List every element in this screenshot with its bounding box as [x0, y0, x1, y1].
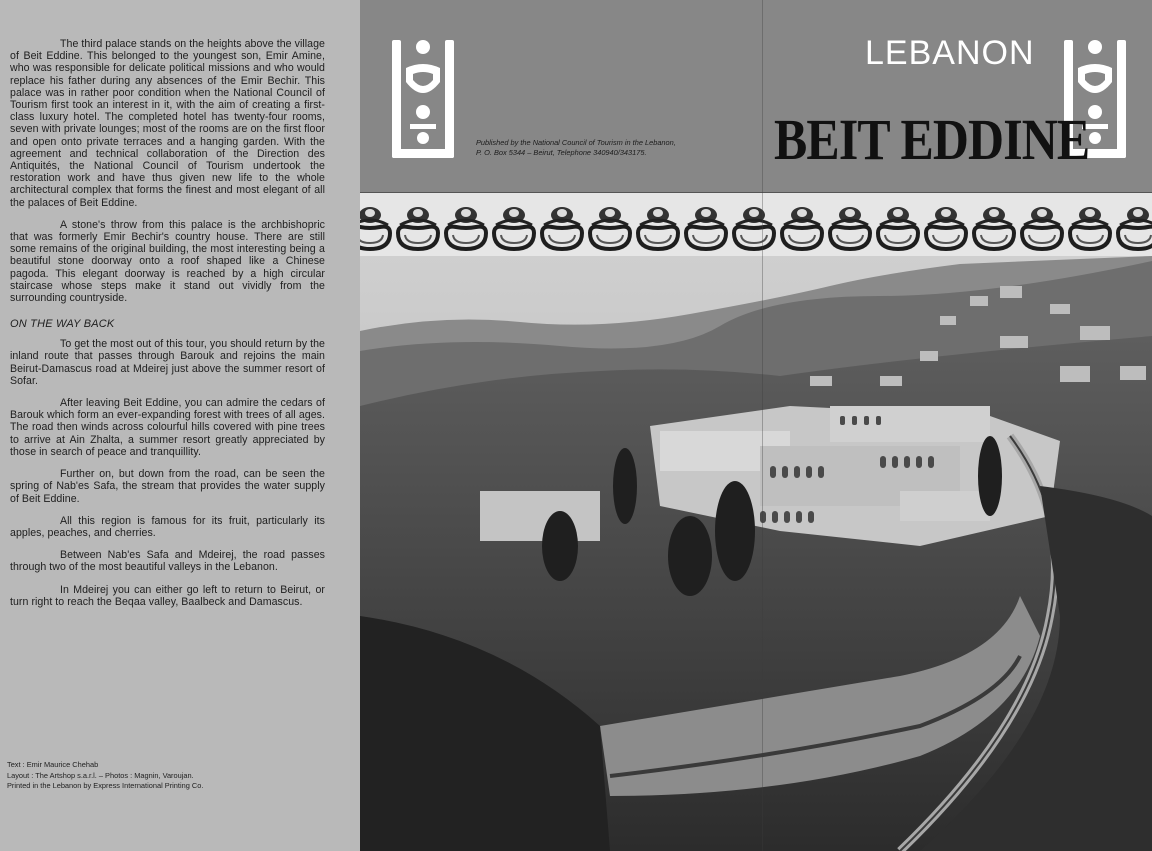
credit-layout: Layout : The Artshop s.a.r.l. – Photos : Magnin, Varoujan.	[7, 770, 194, 780]
publisher-line: Published by the National Council of Tourism in the Lebanon,	[476, 138, 676, 147]
publisher-address: P. O. Box 5344 – Beirut, Telephone 340940/343175.	[476, 148, 647, 157]
paragraph-inland-route: To get the most out of this tour, you should return by the inland route that passes through Barouk and rejoins the main Beirut-Damascus road at Mdeirej just above the summer resort of Sofar.	[10, 338, 325, 387]
credit-text: Text : Emir Maurice Chehab	[7, 760, 99, 769]
credits	[7, 760, 203, 792]
country-heading: LEBANON	[865, 34, 1035, 72]
cover-title: BEIT EDDINE	[774, 107, 1090, 172]
ornamental-frieze	[360, 192, 1152, 259]
palace-landscape-illustration	[360, 256, 1152, 851]
paragraph-third-palace: The third palace stands on the heights above the village of Beit Eddine. This belonged to the youngest son, Emir Amine, who was responsible for delicate political missions and who would replace his father during any absences of the Emir Bechir. This palace was in rather poor condition when the National Council of Tourism first took an interest in it, with the aim of creating a first-class luxury hotel. The completed hotel has twenty-four rooms, seven with private lounges; most of the rooms are on the first floor and open onto private terraces and a hanging garden. With the agreement and technical collaboration of the Direction des Antiquités, the National Council of Tourism undertook the restoration work and have thus given new life to the whole architectural complex that forms the finest and most elegant of all the palaces of Beit Eddine.	[10, 38, 325, 209]
credit-printed: Printed in the Lebanon by Express International Printing Co.	[7, 781, 204, 791]
paragraph-archbishopric: A stone's throw from this palace is the archbishopric that was formerly Emir Bechir's country house. There are still some remains of the original building, the most interesting being a beautiful stone doorway onto a roof shaped like a Chinese pagoda. This elegant doorway is reached by a high circular staircase whose steps make it stand out vividly from the surrounding countryside.	[10, 218, 325, 305]
paragraph-valleys: Between Nab'es Safa and Mdeirej, the road passes through two of the most beautiful valleys in the Lebanon.	[10, 549, 325, 574]
text-panel	[0, 0, 360, 851]
paragraph-fruit: All this region is famous for its fruit, particularly its apples, peaches, and cherries.	[10, 514, 325, 539]
publisher-info	[476, 138, 676, 158]
paragraph-mdeirej: In Mdeirej you can either go left to return to Beirut, or turn right to reach the Beqaa valley, Baalbeck and Damascus.	[10, 583, 325, 608]
paragraph-cedars-barouk: After leaving Beit Eddine, you can admire the cedars of Barouk which form an ever-expanding forest with trees of all ages. The road then winds across colourful hills covered with pine trees to arrive at Ain Zhalta, a summer resort greatly appreciated by those in search of peace and tranquillity.	[10, 397, 325, 458]
paragraph-spring: Further on, but down from the road, can be seen the spring of Nab'es Safa, the stream that provides the water supply of Beit Eddine.	[10, 468, 325, 505]
fold-line	[762, 0, 763, 851]
section-heading-way-back: ON THE WAY BACK	[10, 318, 115, 331]
tourism-logo-icon	[392, 38, 454, 160]
aerial-photo-beit-eddine	[360, 256, 1152, 851]
ornamental-frieze-icon	[360, 193, 1152, 255]
